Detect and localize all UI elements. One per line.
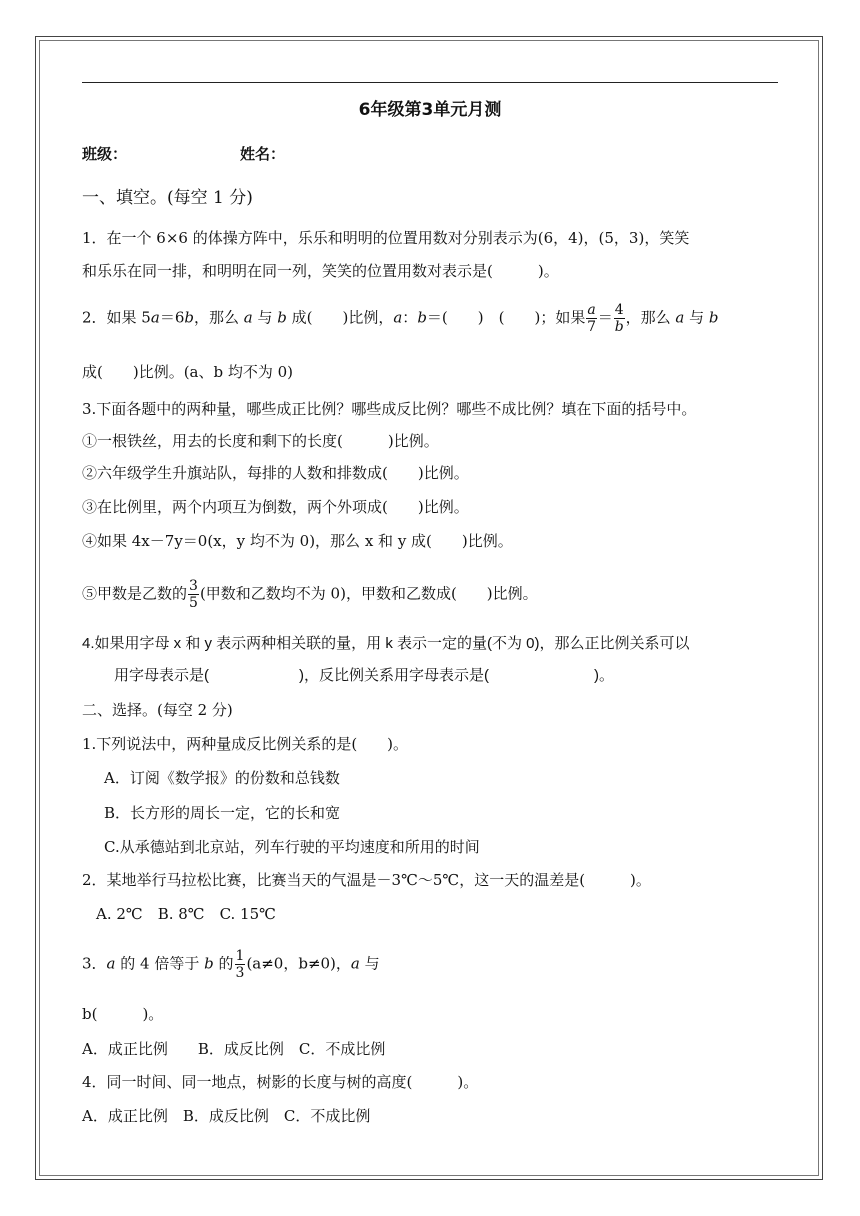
fraction-1-over-3 bbox=[235, 948, 246, 981]
section2-heading: 二、选择。(每空 2 分) bbox=[82, 701, 233, 719]
s2-q3-text: 的 bbox=[213, 954, 234, 973]
q2-text: 成( )比例， bbox=[286, 308, 394, 327]
q2-text: ： bbox=[402, 308, 418, 327]
s2-q3-options: A．成正比例 B．成反比例 C．不成比例 bbox=[82, 1040, 386, 1058]
fraction-denominator: 3 bbox=[235, 965, 245, 981]
q3-item5-text: (甲数和乙数均不为 0)，甲数和乙数成( )比例。 bbox=[199, 584, 538, 603]
q2-text: ＝ bbox=[597, 308, 613, 327]
s2-q4-options: A．成正比例 B．成反比例 C．不成比例 bbox=[82, 1107, 371, 1125]
q1-line1: 1．在一个 6×6 的体操方阵中，乐乐和明明的位置用数对分别表示为(6，4)，(5，3)，笑笑 bbox=[82, 229, 690, 247]
var-a: a bbox=[243, 308, 253, 327]
q2-line2: 成( )比例。(a、b 均不为 0) bbox=[82, 363, 294, 381]
q3-item-3: ③在比例里，两个内项互为倒数，两个外项成( )比例。 bbox=[82, 498, 469, 516]
q2-text: 与 bbox=[252, 308, 278, 327]
s2-q3-line2: b( )。 bbox=[82, 1005, 164, 1023]
fraction-numerator: 4 bbox=[614, 302, 624, 318]
s2-q1: 1.下列说法中，两种量成反比例关系的是( )。 bbox=[82, 735, 409, 753]
s2-q3-line1 bbox=[82, 948, 380, 981]
s2-q3-text: 的 4 倍等于 bbox=[115, 954, 205, 973]
page-title: 6年级第3单元月测 bbox=[358, 100, 502, 120]
q4-line1: 4.如果用字母 x 和 y 表示两种相关联的量，用 k 表示一定的量(不为 0)，那么正比例关系可以 bbox=[82, 635, 690, 652]
var-a: a bbox=[675, 308, 685, 327]
fraction-a-over-7 bbox=[586, 302, 596, 335]
fraction-denominator: 5 bbox=[189, 595, 198, 611]
s2-q1-option-c: C.从承德站到北京站，列车行驶的平均速度和所用的时间 bbox=[104, 838, 480, 856]
var-a: a bbox=[150, 308, 160, 327]
s2-q4: 4．同一时间、同一地点，树影的长度与树的高度( )。 bbox=[82, 1073, 479, 1091]
var-b: b bbox=[184, 308, 194, 327]
q2-text: ，那么 bbox=[625, 308, 676, 327]
q2-line1 bbox=[82, 302, 719, 335]
s2-q1-option-a: A．订阅《数学报》的份数和总钱数 bbox=[104, 769, 340, 787]
q3-intro: 3.下面各题中的两种量，哪些成正比例？哪些成反比例？哪些不成比例？填在下面的括号中。 bbox=[82, 400, 697, 418]
var-b: b bbox=[708, 308, 719, 327]
var-b: b bbox=[417, 308, 427, 327]
fraction-denominator: b bbox=[614, 319, 624, 335]
q3-item5-text: ⑤甲数是乙数的 bbox=[82, 584, 188, 603]
q2-text: ，那么 bbox=[193, 308, 244, 327]
var-b: b bbox=[204, 954, 214, 973]
q3-item-1: ①一根铁丝，用去的长度和剩下的长度( )比例。 bbox=[82, 432, 439, 450]
q3-item-4: ④如果 4x－7y＝0(x，y 均不为 0)，那么 x 和 y 成( )比例。 bbox=[82, 532, 513, 550]
header-rule bbox=[82, 82, 778, 83]
fraction-numerator: a bbox=[587, 302, 596, 318]
var-a: a bbox=[393, 308, 403, 327]
q3-item-5 bbox=[82, 578, 538, 611]
fraction-numerator: 1 bbox=[235, 948, 245, 964]
q2-text: ＝6 bbox=[159, 308, 185, 327]
var-b: b bbox=[277, 308, 287, 327]
s2-q3-text: 与 bbox=[359, 954, 380, 973]
section1-heading: 一、填空。(每空 1 分) bbox=[82, 188, 253, 208]
fraction-3-over-5 bbox=[188, 578, 199, 611]
q4-line2: 用字母表示是( )，反比例关系用字母表示是( )。 bbox=[114, 667, 614, 684]
class-label: 班级： bbox=[82, 145, 128, 163]
q3-item-2: ②六年级学生升旗站队，每排的人数和排数成( )比例。 bbox=[82, 464, 469, 482]
s2-q3-text: (a≠0，b≠0)， bbox=[246, 954, 351, 973]
fraction-4-over-b bbox=[614, 302, 625, 335]
fraction-denominator: 7 bbox=[587, 319, 596, 335]
q2-text: ＝( ) ( )；如果 bbox=[426, 308, 586, 327]
var-a: a bbox=[106, 954, 116, 973]
s2-q2: 2．某地举行马拉松比赛，比赛当天的气温是－3℃～5℃，这一天的温差是( )。 bbox=[82, 871, 651, 889]
s2-q1-option-b: B．长方形的周长一定，它的长和宽 bbox=[104, 804, 341, 822]
fraction-numerator: 3 bbox=[189, 578, 198, 594]
q1-line2: 和乐乐在同一排，和明明在同一列，笑笑的位置用数对表示是( )。 bbox=[82, 262, 559, 280]
q2-text: 与 bbox=[684, 308, 709, 327]
s2-q2-options: A. 2℃ B. 8℃ C. 15℃ bbox=[96, 905, 276, 923]
s2-q3-text: 3． bbox=[82, 954, 107, 973]
q2-text: 2．如果 5 bbox=[82, 308, 151, 327]
var-a: a bbox=[350, 954, 360, 973]
name-label: 姓名： bbox=[240, 145, 286, 163]
